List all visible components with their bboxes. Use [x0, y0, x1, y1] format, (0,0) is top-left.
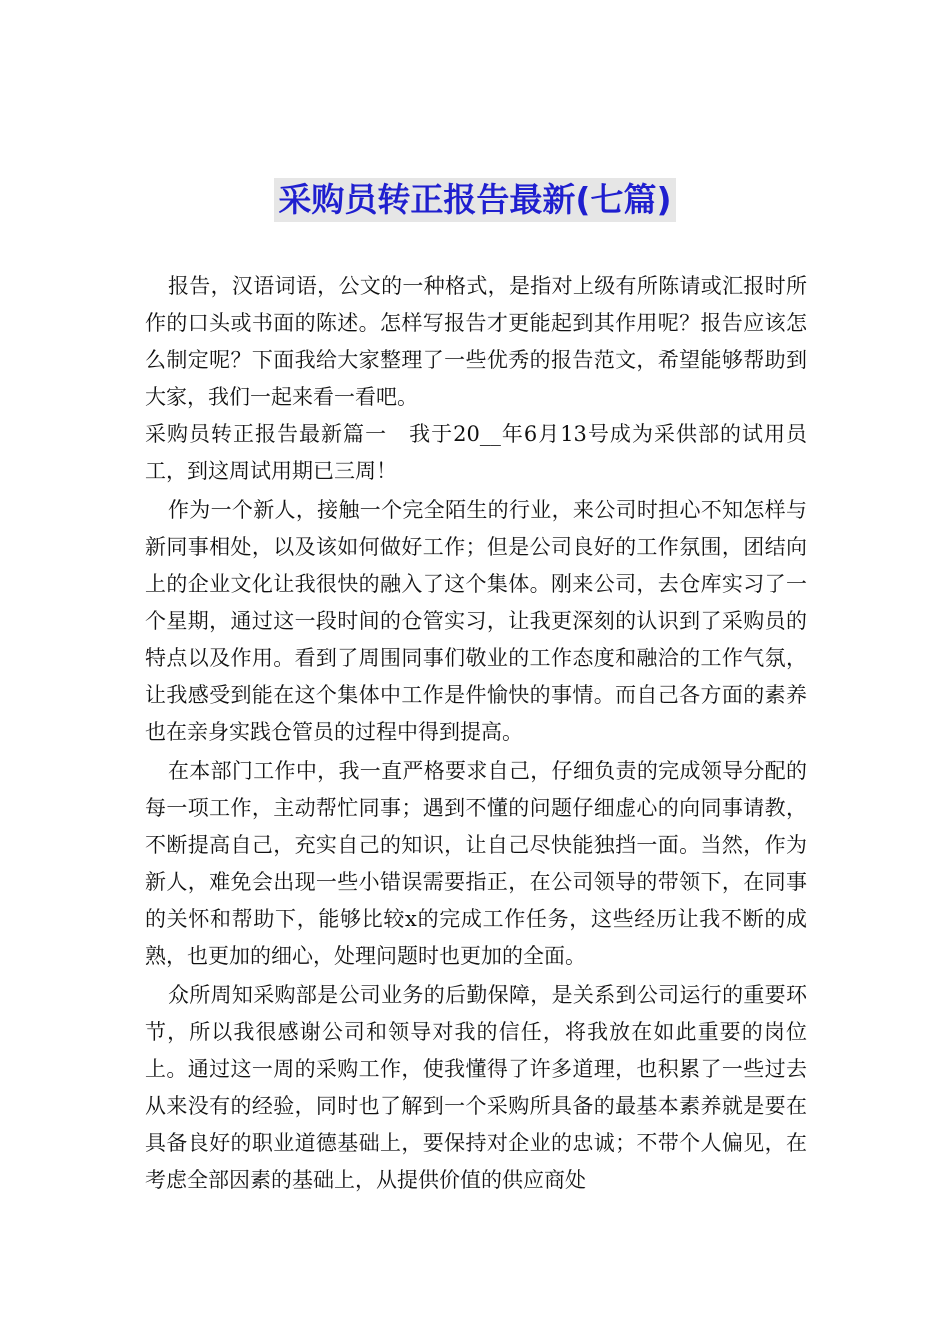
document-body	[145, 268, 807, 1199]
title-container	[0, 178, 950, 222]
document-title: 采购员转正报告最新(七篇)	[274, 178, 675, 222]
paragraph-intro: 报告，汉语词语，公文的一种格式，是指对上级有所陈请或汇报时所作的口头或书面的陈述。怎样写报告才更能起到其作用呢？报告应该怎么制定呢？下面我给大家整理了一些优秀的报告范文，希望能够帮助到大家，我们一起来看一看吧。	[145, 274, 807, 409]
paragraph-procurement-role: 众所周知采购部是公司业务的后勤保障，是关系到公司运行的重要环节，所以我很感谢公司和领导对我的信任，将我放在如此重要的岗位上。通过这一周的采购工作，使我懂得了许多道理，也积累了一些过去从来没有的经验，同时也了解到一个采购所具备的最基本素养就是要在具备良好的职业道德基础上，要保持对企业的忠诚；不带个人偏见，在考虑全部因素的基础上，从提供价值的供应商处	[145, 983, 807, 1192]
paragraph-department-work: 在本部门工作中，我一直严格要求自己，仔细负责的完成领导分配的每一项工作，主动帮忙同事；遇到不懂的问题仔细虚心的向同事请教，不断提高自己，充实自己的知识，让自己尽快能独挡一面。当然，作为新人，难免会出现一些小错误需要指正，在公司领导的带领下，在同事的关怀和帮助下，能够比较x的完成工作任务，这些经历让我不断的成熟，也更加的细心，处理问题时也更加的全面。	[145, 759, 807, 968]
paragraph-new-employee: 作为一个新人，接触一个完全陌生的行业，来公司时担心不知怎样与新同事相处，以及该如何做好工作；但是公司良好的工作氛围，团结向上的企业文化让我很快的融入了这个集体。刚来公司，去仓库实习了一个星期，通过这一段时间的仓管实习，让我更深刻的认识到了采购员的特点以及作用。看到了周围同事们敬业的工作态度和融洽的工作气氛，让我感受到能在这个集体中工作是件愉快的事情。而自己各方面的素养也在亲身实践仓管员的过程中得到提高。	[145, 498, 807, 744]
paragraph-section-heading: 采购员转正报告最新篇一 我于20__年6月13号成为采供部的试用员工，到这周试用期已三周！	[145, 422, 807, 483]
